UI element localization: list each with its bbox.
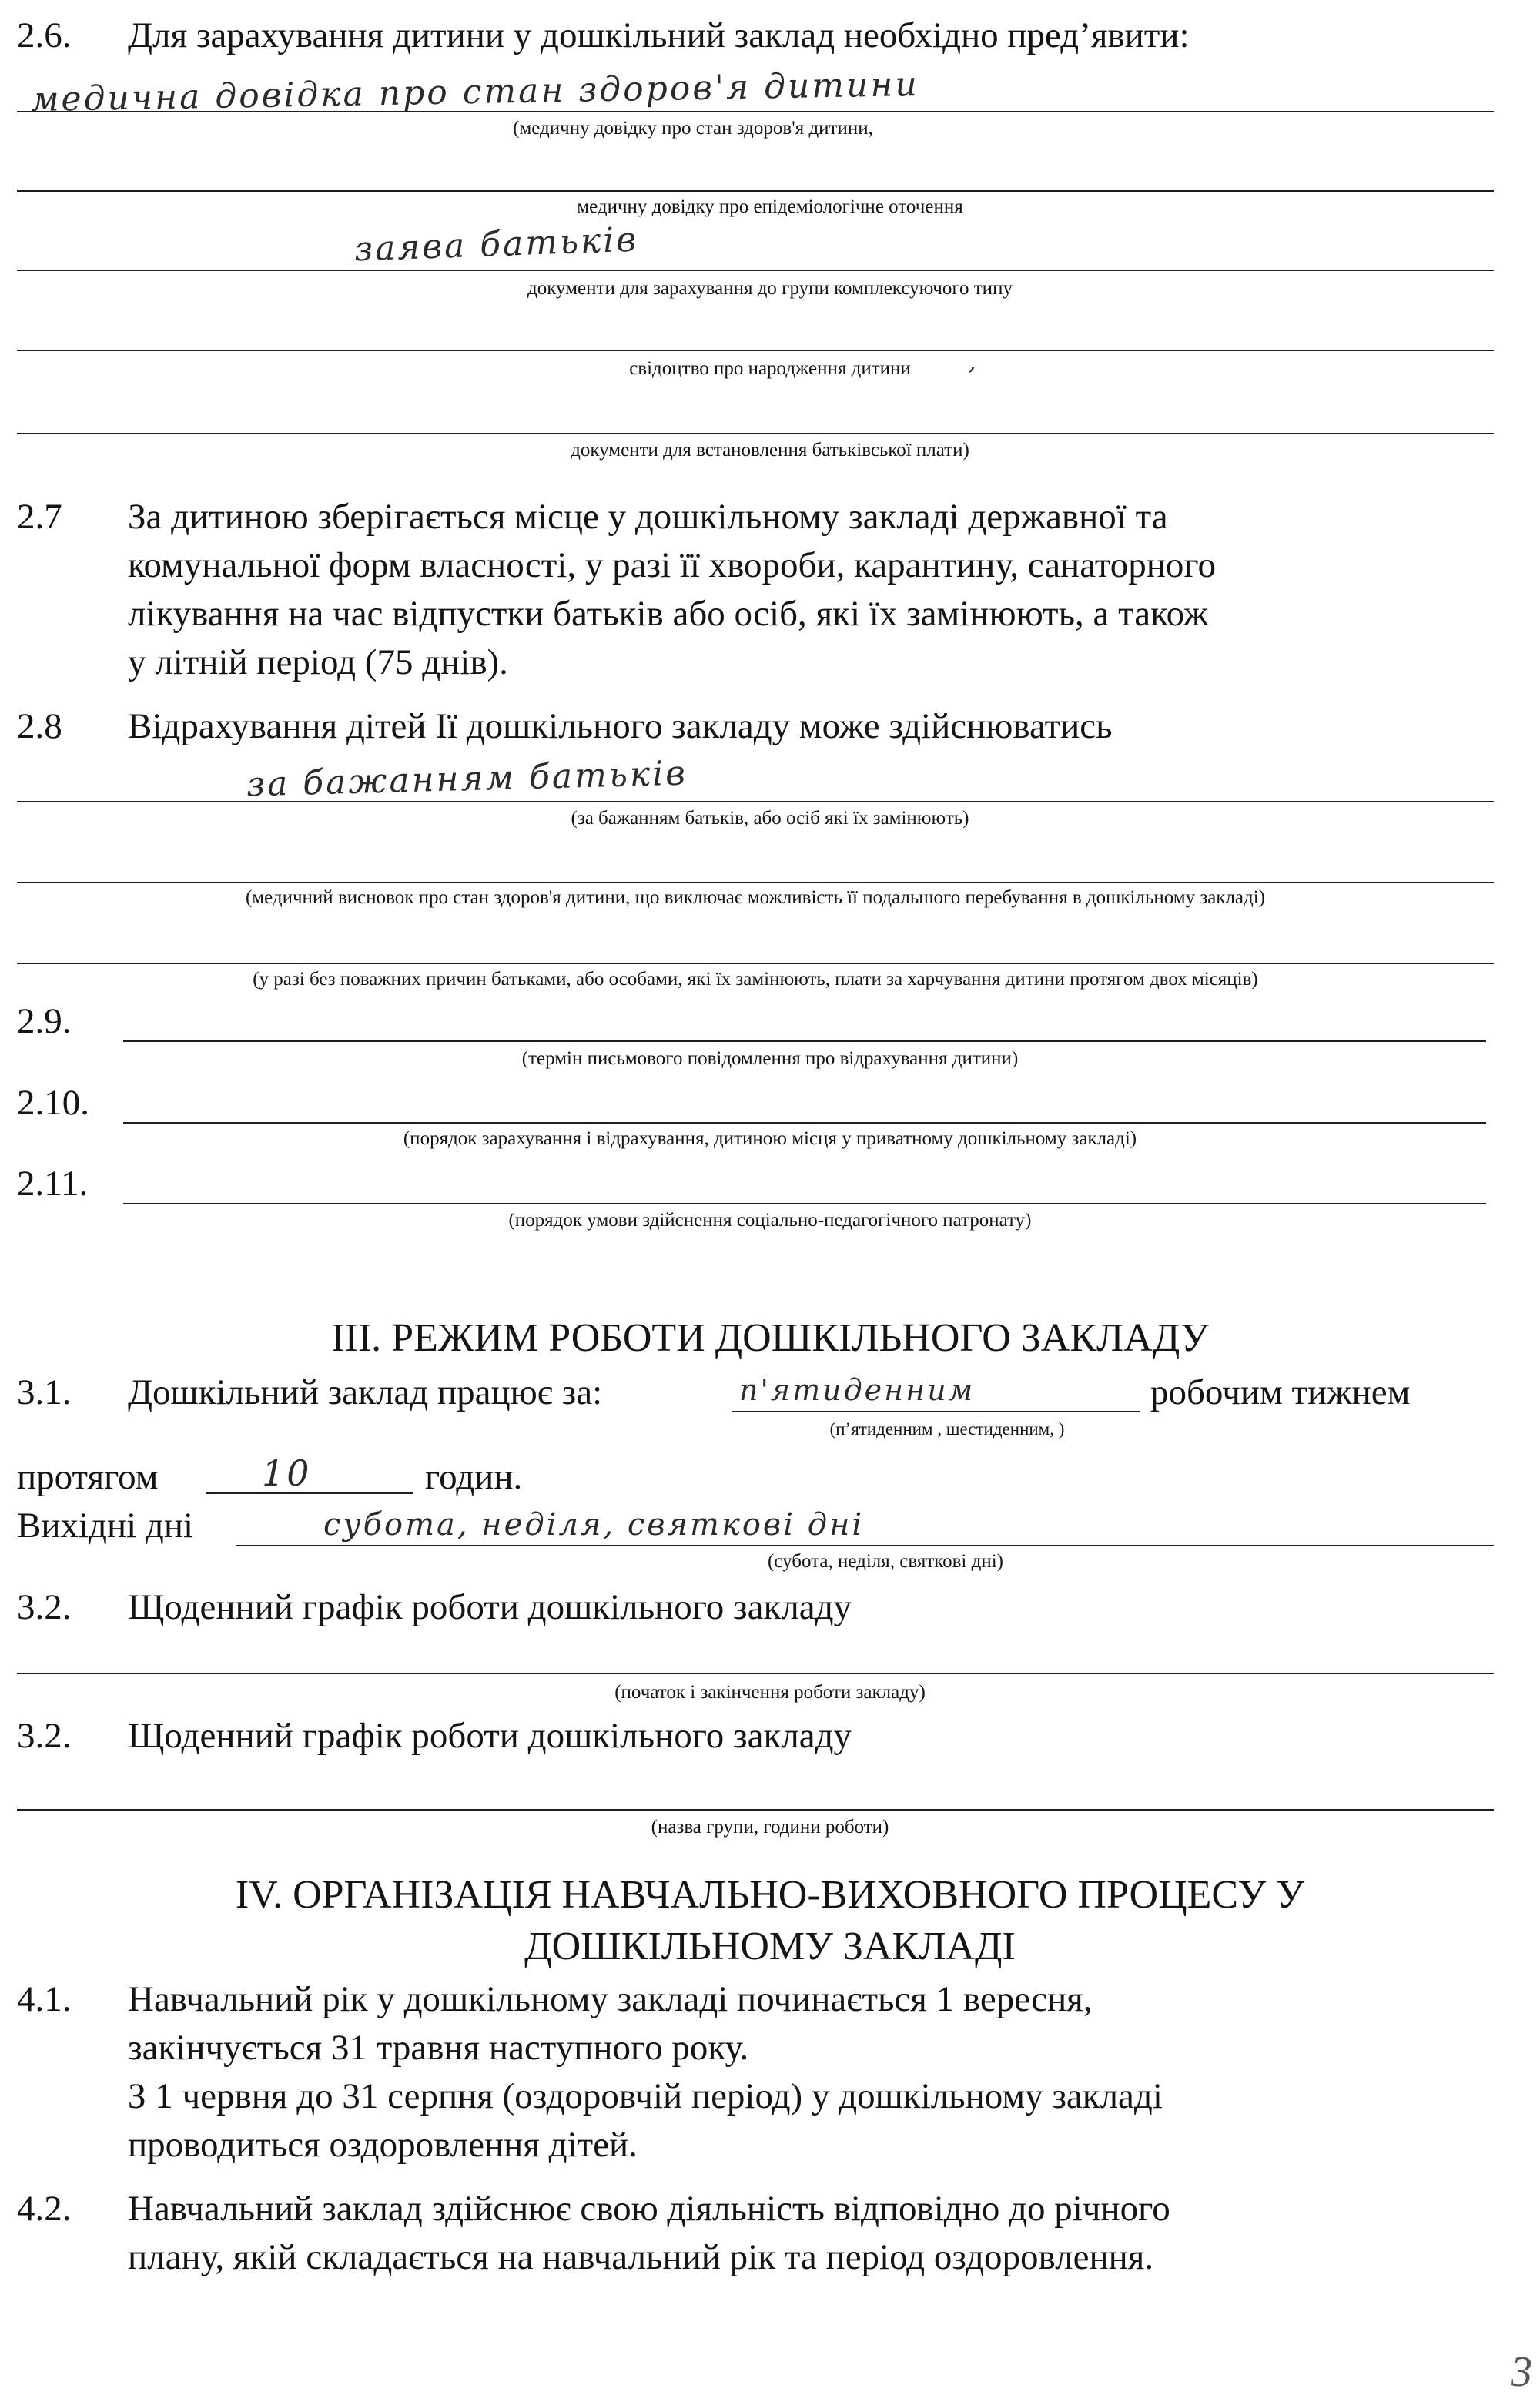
fill-line [732, 1411, 1140, 1412]
label-hours: годин. [425, 1457, 523, 1497]
item-number-3-2a: 3.2. [17, 1587, 72, 1627]
fill-line [123, 1122, 1486, 1124]
fill-line [17, 350, 1494, 351]
fill-line [206, 1492, 413, 1494]
label-days-off: Вихідні дні [17, 1506, 194, 1546]
fill-line [17, 1673, 1494, 1674]
item-text-2-8: Відрахування дітей Ії дошкільного закладу може здійснюватись [128, 706, 1113, 746]
item-number-3-1: 3.1. [17, 1372, 72, 1412]
caption-birth-certificate: свідоцтво про народження дитини [629, 358, 911, 379]
paragraph-line: Навчальний заклад здійснює свою діяльність відповідно до річного [128, 2189, 1170, 2229]
fill-line [17, 433, 1494, 434]
handwritten-five-day: п'ятиденним [739, 1373, 976, 1407]
fill-line [17, 270, 1494, 271]
caption-complex-group-documents: документи для зарахування до групи комплексуючого типу [527, 278, 1013, 299]
fill-line [17, 963, 1494, 964]
item-number-4-1: 4.1. [17, 1979, 72, 2019]
item-text-2-7 [128, 493, 1216, 687]
item-number-3-2b: 3.2. [17, 1716, 72, 1756]
item-text-3-2a: Щоденний графік роботи дошкільного закладу [128, 1587, 852, 1627]
caption-work-hours: (початок і закінчення роботи закладу) [614, 1682, 926, 1703]
handwritten-medical-certificate: медична довідка про стан здоров'я дитини [30, 64, 920, 120]
fill-line [123, 1203, 1486, 1204]
caption-days-off: (субота, неділя, святкові дні) [767, 1551, 1003, 1572]
item-number-2-8: 2.8 [17, 706, 62, 746]
paragraph-line: лікування на час відпустки батьків або осіб, які їх замінюють, а також [128, 594, 1209, 634]
caption-parental-fee-documents: документи для встановлення батьківської плати) [571, 440, 969, 461]
item-number-2-9: 2.9. [17, 1001, 72, 1041]
caption-epidemiological: медичну довідку про епідеміологічне оточення [577, 196, 963, 217]
item-number-2-11: 2.11. [17, 1164, 89, 1204]
paragraph-line: комунальної форм власності, у разі її хвороби, карантину, санаторного [128, 545, 1217, 585]
fill-line [17, 190, 1494, 192]
item-text-3-1: Дошкільний заклад працює за: [128, 1372, 603, 1412]
paragraph-line: З 1 червня до 31 серпня (оздоровчій період) у дошкільному закладі [128, 2076, 1163, 2116]
item-number-2-6: 2.6. [17, 15, 72, 55]
caption-parents-wish: (за бажанням батьків, або осіб які їх замінюють) [571, 808, 969, 829]
caption-patronage: (порядок умови здійснення соціально-педагогічного патронату) [508, 1210, 1032, 1231]
item-text-3-1-tail: робочим тижнем [1150, 1372, 1411, 1412]
item-text-4-2 [128, 2185, 1170, 2282]
paragraph-line: закінчується 31 травня наступного року. [128, 2028, 749, 2068]
section-4-heading-line-2: ДОШКІЛЬНОМУ ЗАКЛАДІ [524, 1925, 1016, 1968]
handwritten-parents-application: заява батьків [353, 219, 639, 270]
handwritten-hours: 10 [262, 1452, 312, 1494]
fill-line [17, 1809, 1494, 1811]
item-number-2-7: 2.7 [17, 497, 62, 537]
caption-nonpayment: (у разі без поважних причин батьками, або особами, які їх замінюють, плати за харчування дитини протягом двох місяців) [253, 969, 1258, 990]
handwritten-parents-wish: за бажанням батьків [246, 753, 688, 805]
caption-medical-conclusion: (медичний висновок про стан здоров'я дитини, що виключає можливість її подальшого перебування в дошкільному закладі) [245, 887, 1266, 908]
paragraph-line: За дитиною зберігається місце у дошкільному закладі державної та [128, 497, 1168, 537]
handwritten-mark: , [969, 349, 979, 376]
fill-line [17, 801, 1494, 802]
caption-work-week: (п’ятиденним , шестиденним, ) [829, 1419, 1065, 1439]
fill-line [17, 882, 1494, 883]
section-3-heading: III. РЕЖИМ РОБОТИ ДОШКІЛЬНОГО ЗАКЛАДУ [331, 1316, 1209, 1360]
item-text-3-2b: Щоденний графік роботи дошкільного закладу [128, 1716, 852, 1756]
caption-private-enrollment: (порядок зарахування і відрахування, дитиною місця у приватному дошкільному закладі) [403, 1128, 1137, 1149]
caption-group-hours: (назва групи, години роботи) [651, 1817, 889, 1838]
fill-line [123, 1040, 1486, 1042]
fill-line [17, 111, 1494, 112]
item-text-2-6: Для зарахування дитини у дошкільний заклад необхідно пред’явити: [128, 15, 1190, 55]
paragraph-line: проводиться оздоровлення дітей. [128, 2125, 638, 2165]
item-number-4-2: 4.2. [17, 2189, 72, 2229]
fill-line [236, 1545, 1494, 1546]
paragraph-line: у літній період (75 днів). [128, 642, 508, 682]
section-4-heading-line-1: IV. ОРГАНІЗАЦІЯ НАВЧАЛЬНО-ВИХОВНОГО ПРОЦЕСУ У [235, 1873, 1305, 1917]
caption-notification-term: (термін письмового повідомлення про відрахування дитини) [521, 1048, 1019, 1069]
item-number-2-10: 2.10. [17, 1083, 89, 1123]
label-during: протягом [17, 1457, 159, 1497]
caption-medical-certificate: (медичну довідку про стан здоров'я дитини, [513, 118, 873, 139]
paragraph-line: плану, якій складається на навчальний рік та період оздоровлення. [128, 2237, 1154, 2277]
item-text-4-1 [128, 1975, 1163, 2169]
handwritten-days-off: субота, неділя, святкові дні [323, 1507, 865, 1543]
paragraph-line: Навчальний рік у дошкільному закладі починається 1 вересня, [128, 1979, 1093, 2019]
page-number-mark: 3 [1511, 2348, 1532, 2396]
